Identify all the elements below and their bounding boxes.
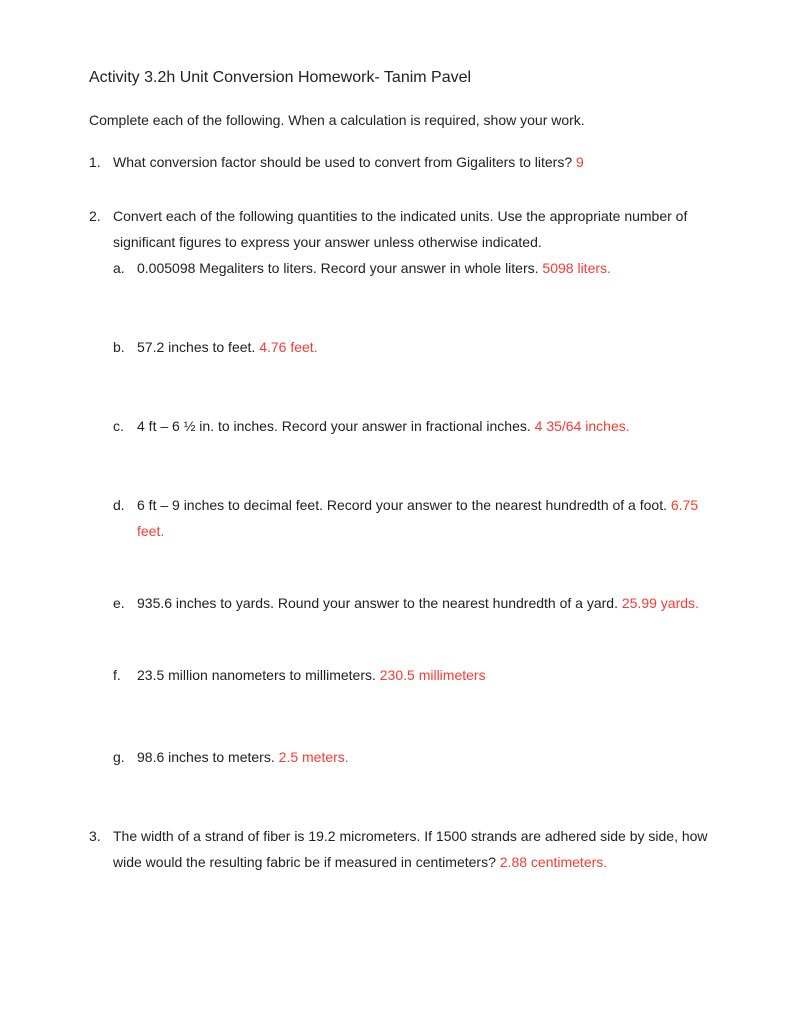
subquestion-e-marker: e. [113, 595, 125, 611]
subquestion-a-text: 0.005098 Megaliters to liters. Record your answer in whole liters. [137, 260, 539, 276]
subquestion-g-text: 98.6 inches to meters. [137, 749, 275, 765]
subquestion-g-marker: g. [113, 749, 125, 765]
question-2-text: Convert each of the following quantities to the indicated units. Use the appropriate number of significant figures to express your answer unless otherwise indicated. [113, 208, 688, 250]
subquestion-item-b [113, 334, 727, 360]
subquestion-c-answer: 4 35/64 inches. [534, 418, 630, 434]
subquestion-b-text: 57.2 inches to feet. [137, 339, 256, 355]
question-3-answer: 2.88 centimeters. [499, 854, 608, 870]
subquestion-g-answer: 2.5 meters. [278, 749, 349, 765]
subquestion-b-marker: b. [113, 339, 125, 355]
question-3-body [113, 823, 727, 875]
subquestion-e-answer: 25.99 yards. [621, 595, 699, 611]
subquestion-d-marker: d. [113, 497, 125, 513]
subquestion-f-marker: f. [113, 667, 121, 683]
subquestion-a-body [137, 255, 727, 281]
subquestion-a-answer: 5098 liters. [542, 260, 611, 276]
subquestion-d-answer: 6.75 feet. [137, 497, 699, 539]
subquestion-f-body [137, 662, 727, 688]
page-title: Activity 3.2h Unit Conversion Homework- Tanim Pavel [89, 69, 472, 86]
subquestion-item-f [113, 662, 727, 688]
subquestion-b-answer: 4.76 feet. [259, 339, 318, 355]
question-2-marker: 2. [89, 208, 101, 224]
question-1-answer: 9 [576, 154, 584, 170]
question-1-text: What conversion factor should be used to convert from Gigaliters to liters? [113, 154, 573, 170]
subquestion-item-a [113, 255, 727, 281]
subquestion-item-g [113, 744, 727, 770]
subquestion-f-answer: 230.5 millimeters [379, 667, 486, 683]
question-1-marker: 1. [89, 154, 101, 170]
subquestion-item-c [113, 413, 727, 439]
question-3-text: The width of a strand of fiber is 19.2 micrometers. If 1500 strands are adhered side by side, how wide would the resulting fabric be if measured in centimeters? [113, 828, 708, 870]
subquestion-a-marker: a. [113, 260, 125, 276]
subquestion-e-body [137, 590, 727, 616]
subquestion-list [113, 255, 727, 770]
question-item-3 [89, 823, 727, 875]
subquestion-g-body [137, 744, 727, 770]
subquestion-b-body [137, 334, 727, 360]
subquestion-item-e [113, 590, 727, 616]
subquestion-c-text: 4 ft – 6 ½ in. to inches. Record your answer in fractional inches. [137, 418, 531, 434]
question-1-body [113, 149, 727, 175]
subquestion-d-body [137, 492, 727, 544]
subquestion-d-text: 6 ft – 9 inches to decimal feet. Record your answer to the nearest hundredth of a foot. [137, 497, 667, 513]
question-item-1 [89, 149, 727, 175]
subquestion-e-text: 935.6 inches to yards. Round your answer to the nearest hundredth of a yard. [137, 595, 618, 611]
question-3-marker: 3. [89, 828, 101, 844]
subquestion-c-marker: c. [113, 418, 124, 434]
subquestion-f-text: 23.5 million nanometers to millimeters. [137, 667, 376, 683]
question-item-2 [89, 203, 727, 823]
question-2-body [113, 203, 727, 823]
subquestion-c-body [137, 413, 727, 439]
intro-text: Complete each of the following. When a calculation is required, show your work. [89, 112, 585, 128]
subquestion-item-d [113, 492, 727, 544]
